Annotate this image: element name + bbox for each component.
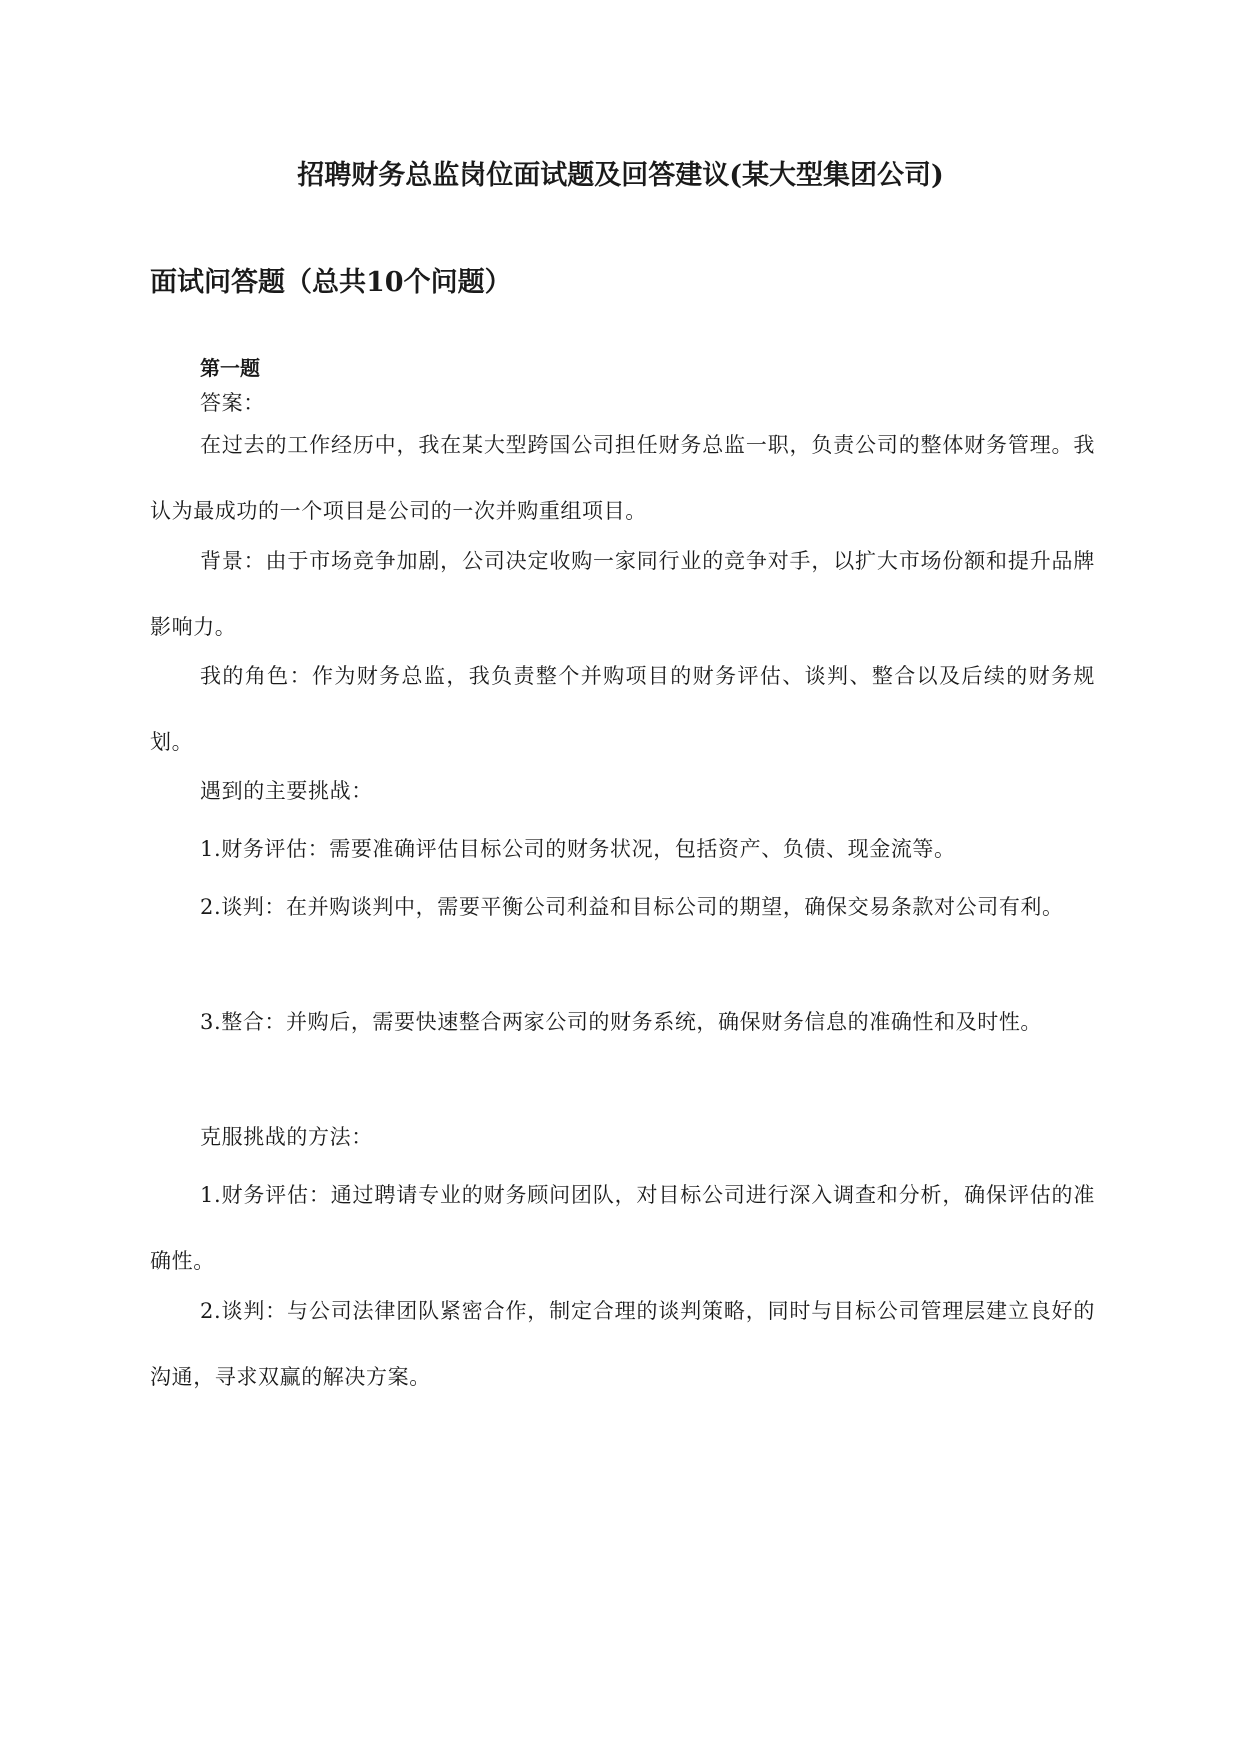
document-title: 招聘财务总监岗位面试题及回答建议(某大型集团公司) — [297, 160, 944, 191]
paragraph-method-2: 2.谈判：与公司法律团队紧密合作，制定合理的谈判策略，同时与目标公司管理层建立良好的沟通，寻求双赢的解决方案。 — [150, 1299, 1095, 1389]
section-heading: 面试问答题（总共10个问题） — [150, 267, 512, 298]
paragraph-challenge-1: 1.财务评估：需要准确评估目标公司的财务状况，包括资产、负债、现金流等。 — [200, 837, 956, 861]
paragraph-background: 背景：由于市场竞争加剧，公司决定收购一家同行业的竞争对手，以扩大市场份额和提升品牌影响力。 — [150, 549, 1095, 639]
answer-label: 答案： — [200, 391, 265, 415]
question-label: 第一题 — [200, 356, 260, 380]
paragraph-method-1: 1.财务评估：通过聘请专业的财务顾问团队，对目标公司进行深入调查和分析，确保评估的准确性。 — [150, 1183, 1095, 1273]
paragraph-challenges-heading: 遇到的主要挑战： — [200, 779, 373, 803]
paragraph-challenge-3: 3.整合：并购后，需要快速整合两家公司的财务系统，确保财务信息的准确性和及时性。 — [200, 1010, 1043, 1034]
paragraph-role: 我的角色：作为财务总监，我负责整个并购项目的财务评估、谈判、整合以及后续的财务规划。 — [150, 664, 1095, 754]
paragraph-methods-heading: 克服挑战的方法： — [200, 1125, 373, 1149]
paragraph-intro: 在过去的工作经历中，我在某大型跨国公司担任财务总监一职，负责公司的整体财务管理。我认为最成功的一个项目是公司的一次并购重组项目。 — [150, 433, 1095, 523]
paragraph-challenge-2: 2.谈判：在并购谈判中，需要平衡公司利益和目标公司的期望，确保交易条款对公司有利。 — [200, 895, 1064, 919]
